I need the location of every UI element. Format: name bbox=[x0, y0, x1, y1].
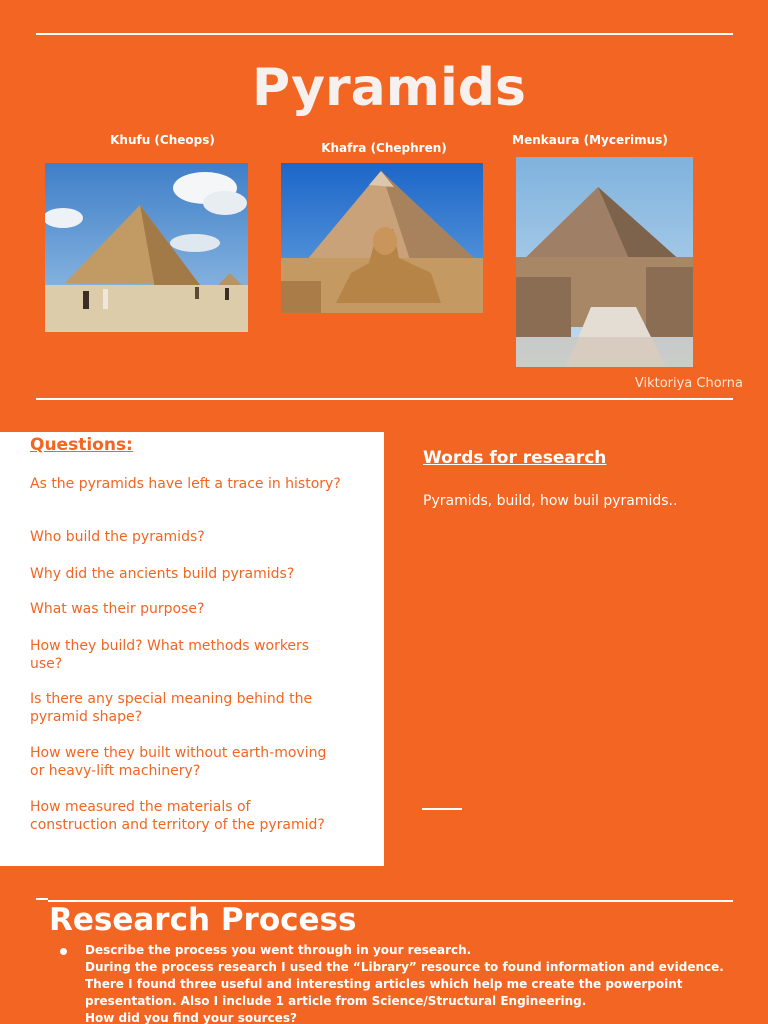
caption-khafra: Khafra (Chephren) bbox=[321, 141, 447, 155]
slide-research-process bbox=[0, 866, 768, 1024]
words-heading: Words for research bbox=[423, 448, 607, 468]
question-item: Why did the ancients build pyramids? bbox=[30, 566, 295, 582]
slide-questions bbox=[0, 432, 768, 866]
short-rule bbox=[36, 898, 48, 900]
bottom-rule bbox=[36, 398, 733, 400]
questions-heading: Questions: bbox=[30, 435, 133, 455]
author-name: Viktoriya Chorna bbox=[634, 376, 743, 391]
question-item: How measured the materials of construction and territory of the pyramid? bbox=[30, 799, 325, 833]
bullet-icon bbox=[60, 948, 67, 955]
question-item: How they build? What methods workers use? bbox=[30, 638, 310, 672]
bullet-line: During the process research I used the “Library” resource to found information and evidence. There I found three useful and interesting articles which help me create the powerpoint presentation. Also I include 1 article from Science/Structural Engineering. bbox=[85, 960, 724, 1008]
caption-menkaura: Menkaura (Mycerimus) bbox=[512, 133, 668, 147]
research-text bbox=[85, 942, 725, 1024]
words-text: Pyramids, build, how buil pyramids.. bbox=[423, 493, 678, 509]
question-item: Is there any special meaning behind the pyramid shape? bbox=[30, 691, 313, 725]
menkaura-pyramid-photo bbox=[516, 157, 693, 367]
question-item: How were they built without earth-moving or heavy-lift machinery? bbox=[30, 745, 327, 779]
divider-dash bbox=[422, 808, 462, 810]
khafra-pyramid-sphinx-photo bbox=[281, 163, 483, 313]
questions-panel bbox=[0, 432, 384, 866]
bullet-line: Describe the process you went through in your research. bbox=[85, 943, 472, 957]
question-item: As the pyramids have left a trace in history? bbox=[30, 476, 341, 492]
slide-pyramids-title bbox=[0, 0, 768, 432]
question-item: Who build the pyramids? bbox=[30, 529, 205, 545]
top-rule bbox=[36, 33, 733, 35]
caption-khufu: Khufu (Cheops) bbox=[110, 133, 215, 147]
section-heading: Research Process bbox=[49, 902, 357, 938]
bullet-line: How did you find your sources? bbox=[85, 1011, 297, 1024]
page-title: Pyramids bbox=[252, 58, 526, 118]
question-item: What was their purpose? bbox=[30, 601, 205, 617]
khufu-pyramid-photo bbox=[45, 163, 248, 332]
